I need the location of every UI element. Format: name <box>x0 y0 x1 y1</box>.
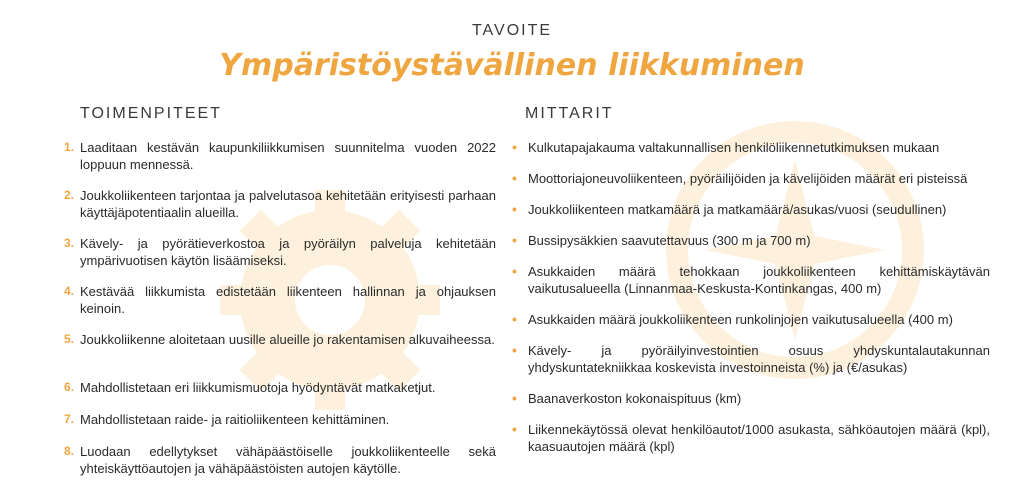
bullet-icon: • <box>512 139 517 155</box>
bullet-icon: • <box>512 390 517 406</box>
item-text: Laaditaan kestävän kaupunkiliikkumisen suunnitelma vuoden 2022 loppuun mennessä. <box>80 140 496 172</box>
measures-heading: TOIMENPITEET <box>80 105 222 122</box>
item-number: 2. <box>64 188 75 202</box>
item-text: Kävely- ja pyörätieverkostoa ja pyöräilyn palveluja kehitetään ympärivuotisen käytön lisäämiseksi. <box>80 236 496 268</box>
list-item <box>512 390 990 407</box>
item-text: Kävely- ja pyöräilyinvestointien osuus yhdyskuntalautakunnan yhdyskuntatekniikkaa koskevista investoinneista (%) ja (€/asukas) <box>528 343 990 375</box>
item-text: Baanaverkoston kokonaispituus (km) <box>528 391 742 406</box>
list-item <box>64 443 496 477</box>
item-text: Joukkoliikenteen tarjontaa ja palvelutasoa kehitetään erityisesti parhaan käyttäjäpotentiaalin alueilla. <box>80 188 496 220</box>
item-text: Bussipysäkkien saavutettavuus (300 m ja 700 m) <box>528 233 811 248</box>
list-item <box>512 201 990 218</box>
goal-kicker: TAVOITE <box>471 22 553 39</box>
list-item <box>512 232 990 249</box>
list-item <box>512 263 990 297</box>
item-number: 7. <box>64 412 75 426</box>
item-number: 5. <box>64 332 75 346</box>
list-item <box>64 187 496 221</box>
list-item <box>512 139 990 156</box>
item-text: Mahdollistetaan eri liikkumismuotoja hyödyntävät matkaketjut. <box>80 380 436 395</box>
item-text: Mahdollistetaan raide- ja raitioliikenteen kehittäminen. <box>80 412 390 427</box>
list-item <box>512 342 990 376</box>
bullet-icon: • <box>512 342 517 358</box>
item-text: Joukkoliikenteen matkamäärä ja matkamäärä/asukas/vuosi (seudullinen) <box>528 202 947 217</box>
item-number: 3. <box>64 236 75 250</box>
measures-list <box>64 139 496 491</box>
list-item <box>64 235 496 269</box>
bullet-icon: • <box>512 311 517 327</box>
item-number: 1. <box>64 140 75 154</box>
list-item <box>512 421 990 455</box>
bullet-icon: • <box>512 201 517 217</box>
item-text: Moottoriajoneuvoliikenteen, pyöräilijöiden ja kävelijöiden määrät eri pisteissä <box>528 171 968 186</box>
item-text: Asukkaiden määrä joukkoliikenteen runkolinjojen vaikutusalueella (400 m) <box>528 312 953 327</box>
bullet-icon: • <box>512 263 517 279</box>
list-item <box>64 379 496 396</box>
bullet-icon: • <box>512 421 517 437</box>
item-text: Liikennekäytössä olevat henkilöautot/1000 asukasta, sähköautojen määrä (kpl), kaasuautojen määrä (kpl) <box>528 422 990 454</box>
list-item <box>64 411 496 428</box>
list-item <box>512 311 990 328</box>
list-item <box>64 283 496 317</box>
page-title: Ympäristöystävällinen liikkuminen <box>219 48 805 83</box>
indicators-list <box>512 139 990 455</box>
item-text: Joukkoliikenne aloitetaan uusille alueille jo rakentamisen alkuvaiheessa. <box>80 332 495 347</box>
list-item <box>64 331 496 365</box>
item-number: 4. <box>64 284 75 298</box>
item-text: Luodaan edellytykset vähäpäästöiselle joukkoliikenteelle sekä yhteiskäyttöautojen ja vähäpäästöisten autojen käytölle. <box>80 444 496 476</box>
indicators-heading: MITTARIT <box>525 105 614 122</box>
list-item <box>64 139 496 173</box>
item-text: Kestävää liikkumista edistetään liikenteen hallinnan ja ohjauksen keinoin. <box>80 284 496 316</box>
bullet-icon: • <box>512 170 517 186</box>
item-number: 6. <box>64 380 75 394</box>
item-number: 8. <box>64 444 75 458</box>
list-item <box>512 170 990 187</box>
bullet-icon: • <box>512 232 517 248</box>
item-text: Asukkaiden määrä tehokkaan joukkoliikenteen kehittämiskäytävän vaikutusalueella (Linnanmaa-Keskusta-Kontinkangas, 400 m) <box>528 264 990 296</box>
item-text: Kulkutapajakauma valtakunnallisen henkilöliikennetutkimuksen mukaan <box>528 140 940 155</box>
